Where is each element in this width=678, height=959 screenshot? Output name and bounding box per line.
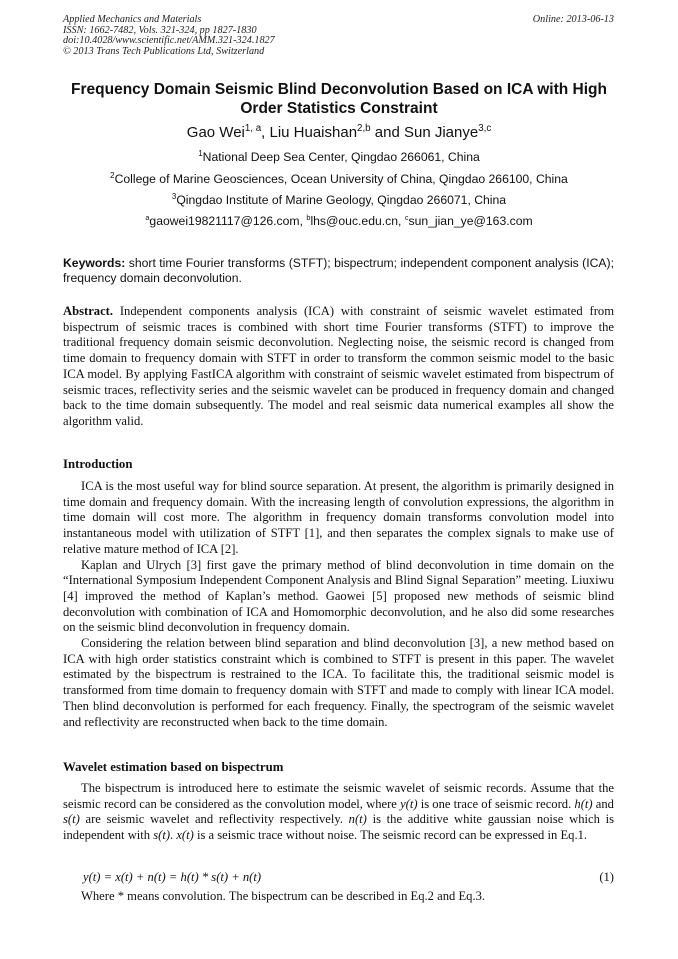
paragraph [63, 781, 614, 844]
abstract [63, 304, 614, 430]
affiliation-text: College of Marine Geosciences, Ocean University of China, Qingdao 266100, China [114, 172, 568, 186]
issn-line: ISSN: 1662-7482, Vols. 321-324, pp 1827-1830 [63, 24, 257, 36]
affiliation-text: National Deep Sea Center, Qingdao 266061, China [202, 150, 480, 164]
math-x-t: x(t) [176, 828, 194, 843]
online-date: Online: 2013-06-13 [532, 14, 614, 25]
section-heading-introduction: Introduction [63, 457, 133, 471]
section-heading-wavelet: Wavelet estimation based on bispectrum [63, 760, 284, 774]
wavelet-body [63, 781, 614, 844]
paragraph: Where * means convolution. The bispectrum can be described in Eq.2 and Eq.3. [81, 889, 486, 903]
text-run: is one trace of seismic record. [417, 796, 575, 811]
wavelet-body-continued [63, 889, 614, 905]
affiliation-sup: 3 [171, 191, 177, 201]
math-y-t: y(t) [400, 796, 418, 811]
affiliation-3 [0, 193, 678, 208]
author-sup: 2,b [357, 123, 371, 134]
paper-title: Frequency Domain Seismic Blind Deconvolution Based on ICA with High Order Statistics Constraint [71, 81, 607, 117]
introduction-body [63, 479, 614, 730]
email-link[interactable]: lhs@ouc.edu.cn [310, 214, 399, 228]
equation-body: y(t) = x(t) + n(t) = h(t) * s(t) + n(t) [83, 870, 262, 884]
email-line [0, 214, 678, 229]
abstract-text: Independent components analysis (ICA) with constraint of seismic wavelet estimated from bispectrum of seismic traces is combined with short time Fourier transforms (STFT) to improve the traditional frequency domain seismic deconvolution. Neglecting noise, the seismic record is changed from time domain to frequency domain with STFT in order to transform the common seismic model to the basic ICA model. By applying FastICA algorithm with constraint of seismic wavelet estimated from bispectrum of seismic traces, reflectivity series and the seismic wavelet can be produced in frequency domain and changed back to the time domain subsequently. The model and real seismic data numerical examples all show the algorithm valid. [63, 304, 614, 428]
abstract-label: Abstract. [63, 304, 114, 318]
email-sep: , [299, 214, 307, 228]
journal-header [63, 15, 614, 57]
text-run: The bispectrum is introduced here to estimate the seismic wavelet of seismic records. Assume that the seismic record can be considered as the convolution model, where [63, 781, 614, 811]
math-n-t: n(t) [348, 812, 367, 827]
affiliation-sup: 2 [110, 170, 115, 180]
math-s-t: s(t) [63, 812, 80, 827]
author-name: Sun Jianye [403, 124, 479, 141]
text-run: are seismic wavelet and reflectivity respectively. [79, 812, 349, 827]
email-link[interactable]: sun_jian_ye@163.com [408, 214, 533, 228]
affiliation-text: Qingdao Institute of Marine Geology, Qingdao 266071, China [176, 193, 507, 207]
email-link[interactable]: gaowei19821117@126.com [149, 214, 300, 228]
author-sup: 1, a [244, 123, 262, 134]
author-name: Gao Wei [186, 124, 245, 141]
math-s-t: s(t) [153, 828, 171, 843]
affiliation-2 [0, 172, 678, 187]
equation-number: (1) [599, 870, 614, 884]
email-sup: b [306, 212, 311, 222]
affiliation-sup: 1 [198, 148, 203, 158]
paragraph: Kaplan and Ulrych [3] first gave the primary method of blind deconvolution in time domain on the “International Symposium Independent Component Analysis and Blind Signal Separation” meeting. Liuxiwu [4] improved the method of Kaplan’s method. Gaowei [5] proposed new methods of seismic blind deconvolution with combination of ICA and Homomorphic deconvolution, and he also did some researches on the seismic blind deconvolution in frequency domain. [63, 557, 614, 635]
text-run: is a seismic trace without noise. The seismic record can be expressed in Eq.1. [193, 828, 588, 843]
paragraph: Considering the relation between blind separation and blind deconvolution [3], a new method based on ICA with high order statistics constraint which is combined to STFT is present in this paper. The wavelet estimated by the bispectrum is restrained to the ICA. To facilitate this, the traditional seismic model is transformed from time domain to frequency domain with STFT and made to comply with linear ICA model. Then blind deconvolution is performed for each frequency. Finally, the spectrogram of the seismic wavelet and reflectivity are reconstructed when back to the time domain. [63, 636, 614, 729]
copyright-line: © 2013 Trans Tech Publications Ltd, Switzerland [63, 45, 265, 57]
email-sup: a [145, 212, 150, 222]
keywords [63, 256, 614, 287]
author-sep: , [261, 124, 270, 141]
keywords-text: short time Fourier transforms (STFT); bispectrum; independent component analysis (ICA); frequency domain deconvolution. [63, 256, 614, 286]
affiliation-1 [0, 150, 678, 165]
text-run: is the additive white gaussian noise which is independent with [63, 812, 614, 843]
keywords-label: Keywords: [63, 256, 126, 270]
paragraph: ICA is the most useful way for blind source separation. At present, the algorithm is primarily designed in time domain and frequency domain. With the increasing length of convolution expressions, the algorithm in time domain will cost more. The algorithm in frequency domain transforms convolution model into instantaneous model with utilization of STFT [1], and then separates the complex signals to make use of relative mature method of ICA [2]. [63, 479, 614, 556]
text-run: . [170, 828, 177, 843]
author-line [0, 124, 678, 142]
author-name: Liu Huaishan [269, 124, 358, 141]
text-run: and [592, 796, 614, 811]
author-sup: 3,c [478, 123, 492, 134]
math-h-t: h(t) [574, 796, 593, 811]
doi-line: doi:10.4028/www.scientific.net/AMM.321-324.1827 [63, 35, 275, 47]
author-sep: and [370, 124, 404, 141]
email-sep: , [398, 214, 405, 228]
journal-name: Applied Mechanics and Materials [63, 14, 202, 25]
email-sup: c [404, 212, 409, 222]
